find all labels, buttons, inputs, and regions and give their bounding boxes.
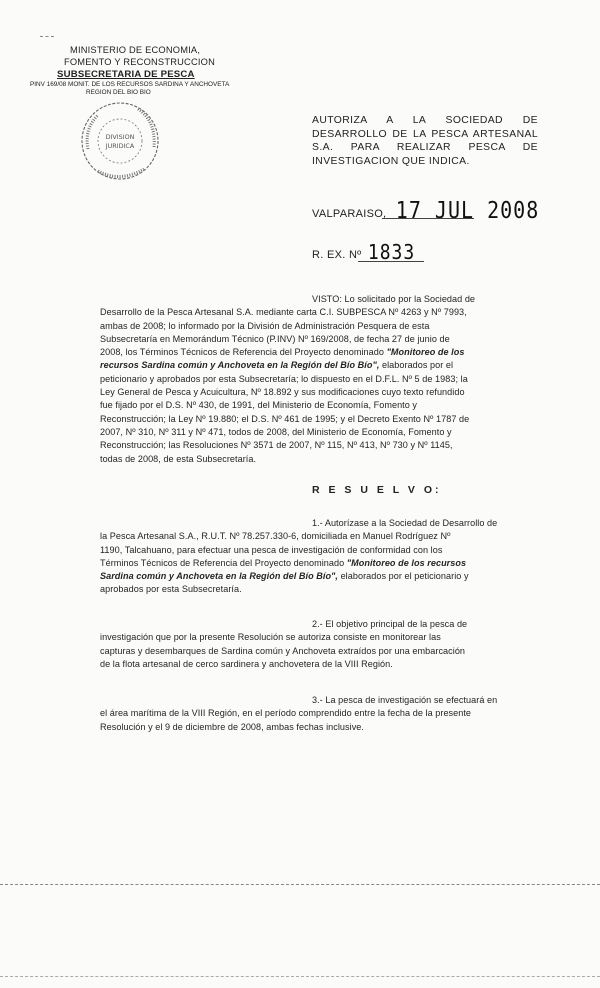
header-ministry-2: FOMENTO Y RECONSTRUCCION: [64, 57, 215, 67]
project-title: recursos Sardina común y Anchoveta en la Región del Bío Bío",: [100, 360, 380, 371]
resolution-number: 1833: [367, 240, 416, 265]
resolution-number-line: [312, 242, 415, 263]
project-title: "Monitoreo de los: [386, 347, 465, 358]
svg-text:DIVISION: DIVISION: [105, 133, 135, 141]
article-line: de la flota artesanal de cerco sardinera y anchovetera de la VIII Región.: [100, 658, 393, 669]
division-juridica-stamp: [78, 99, 162, 183]
visto-line: VISTO: Lo solicitado por la Sociedad de: [312, 294, 476, 304]
header-region: REGION DEL BIO BIO: [86, 89, 151, 96]
subject-line: S.A. PARA REALIZAR PESCA DE: [312, 142, 538, 154]
resolution-underline: [358, 261, 424, 262]
subject-line: DESARROLLO DE LA PESCA ARTESANAL: [312, 128, 538, 140]
svg-text:JURIDICA: JURIDICA: [105, 142, 135, 150]
resuelvo-heading: R E S U E L V O:: [312, 484, 442, 496]
visto-line: peticionario y aprobados por esta Subsecretaría; lo dispuesto en el D.F.L. Nº 5 de 1983; la: [100, 373, 468, 384]
article-line: Resolución y el 9 de diciembre de 2008, ambas fechas inclusive.: [100, 721, 364, 732]
header-project-code: PINV 169/08 MONIT. DE LOS RECURSOS SARDINA Y ANCHOVETA: [30, 81, 230, 88]
subject-line: INVESTIGACION QUE INDICA.: [312, 155, 470, 167]
article-line: investigación que por la presente Resolución se autoriza consiste en monitorear las: [100, 632, 441, 643]
date-stamp: 17 JUL 2008: [395, 196, 540, 224]
visto-line: todas de 2008, de esta Subsecretaría.: [100, 453, 257, 464]
date-underline: [382, 218, 474, 219]
article-line: 3.- La pesca de investigación se efectuará en: [312, 695, 498, 705]
resolution-prefix: R. EX. Nº: [312, 249, 362, 261]
article-2: [100, 618, 542, 671]
article-line: Sardina común y Anchoveta en la Región del Bío Bío", elaborados por el peticionario y: [100, 571, 469, 582]
article-line: aprobados por esta Subsecretaría.: [100, 584, 242, 595]
visto-line: recursos Sardina común y Anchoveta en la Región del Bío Bío", elaborados por el: [100, 360, 454, 371]
article-line: 1190, Talcahuano, para efectuar una pesca de investigación de conformidad con los: [100, 544, 443, 555]
visto-line: Reconstrucción; las Resoluciones Nº 3571 de 2007, Nº 115, Nº 413, Nº 730 y Nº 1145,: [100, 440, 453, 451]
visto-line: fue fijado por el D.S. Nº 430, de 1991, del Ministerio de Economía, Fomento y: [100, 400, 418, 411]
visto-line: 2008, los Términos Técnicos de Referencia del Proyecto denominado "Monitoreo de los: [100, 347, 465, 358]
fold-line-bottom: [0, 884, 600, 885]
article-line: la Pesca Artesanal S.A., R.U.T. Nº 78.257.330-6, domiciliada en Manuel Rodríguez Nº: [100, 531, 451, 542]
resolution-subject: [312, 114, 538, 168]
visto-line: ambas de 2008; lo informado por la División de Administración Pesquera de esta: [100, 320, 430, 331]
fold-line-bottom-2: [0, 976, 600, 977]
fold-line-top: [40, 36, 54, 37]
article-line: 2.- El objetivo principal de la pesca de: [312, 619, 468, 629]
project-title: "Monitoreo de los recursos: [346, 557, 467, 568]
article-1: [100, 517, 542, 597]
visto-line: Subsecretaría en Memorándum Técnico (P.INV) Nº 169/2008, de fecha 27 de junio de: [100, 333, 450, 344]
header-ministry: MINISTERIO DE ECONOMIA,: [70, 45, 201, 55]
visto-line: 2007, Nº 310, Nº 311 y Nº 471, todos de 2008, del Ministerio de Economía, Fomento y: [100, 426, 452, 437]
article-line: 1.- Autorízase a la Sociedad de Desarrollo de: [312, 518, 498, 528]
article-line: capturas y desembarques de Sardina común y Anchoveta extraídos por una embarcación: [100, 645, 466, 656]
visto-paragraph: [100, 293, 542, 466]
article-line: Términos Técnicos de Referencia del Proyecto denominado "Monitoreo de los recursos: [100, 557, 467, 568]
visto-line: Reconstrucción; la Ley Nº 19.880; el D.S. Nº 461 de 1995; y el Decreto Exento Nº 1787 de: [100, 413, 470, 424]
header-subsecretaria: SUBSECRETARIA DE PESCA: [57, 69, 195, 80]
article-3: [100, 694, 542, 734]
visto-line: Desarrollo de la Pesca Artesanal S.A. mediante carta C.I. SUBPESCA Nº 4263 y Nº 7993,: [100, 307, 467, 318]
article-line: el área marítima de la VIII Región, en el período comprendido entre la fecha de la presente: [100, 708, 472, 719]
date-place: VALPARAISO,: [312, 208, 387, 220]
subject-line: AUTORIZA A LA SOCIEDAD DE: [312, 115, 538, 126]
visto-line: Ley General de Pesca y Acuicultura, Nº 18.892 y sus modificaciones cuyo texto refundido: [100, 387, 465, 398]
project-title: Sardina común y Anchoveta en la Región del Bío Bío",: [100, 571, 338, 582]
